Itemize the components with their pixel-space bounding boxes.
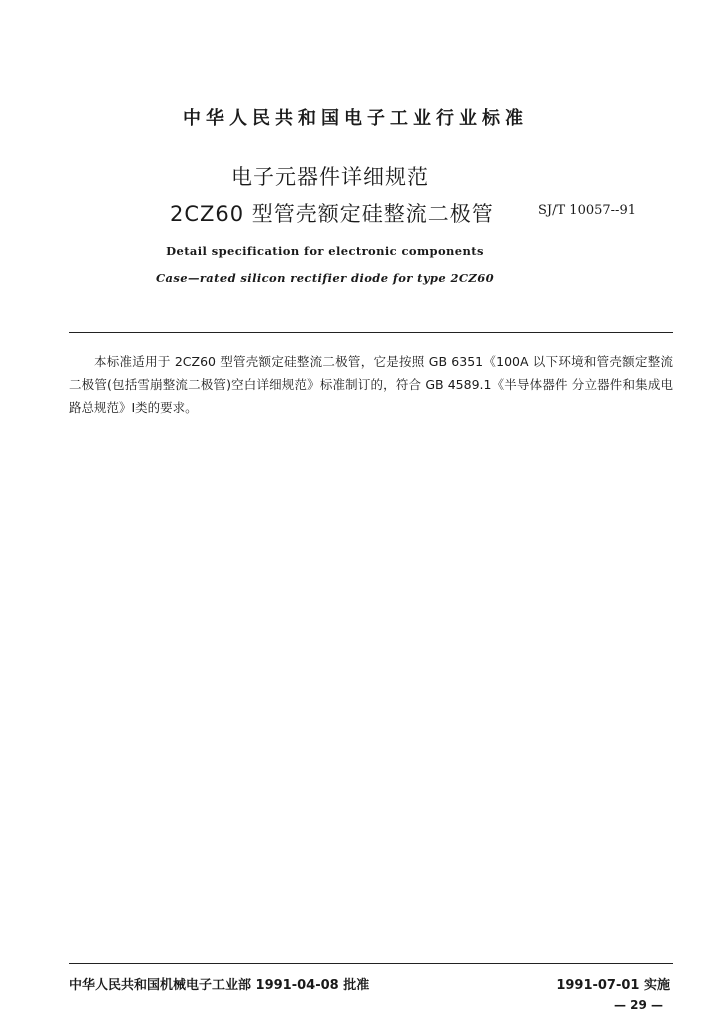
- standard-organization-header: 中华人民共和国电子工业行业标准: [183, 108, 528, 129]
- approval-statement: 中华人民共和国机械电子工业部 1991-04-08 批准: [69, 978, 370, 993]
- scope-paragraph: 本标准适用于 2CZ60 型管壳额定硅整流二极管，它是按照 GB 6351《100A 以下环境和管壳额定整流二极管(包括雪崩整流二极管)空白详细规范》标准制订的，符合 GB 4589.1《半导体器件 分立器件和集成电路总规范》Ⅰ类的要求。: [69, 354, 673, 415]
- title-english-line-1: Detail specification for electronic components: [166, 244, 484, 258]
- title-english-line-2: Case—rated silicon rectifier diode for type 2CZ60: [155, 271, 495, 285]
- title-chinese-line-1: 电子元器件详细规范: [231, 165, 429, 189]
- effective-date: 1991-07-01 实施: [556, 978, 670, 993]
- title-chinese-line-2: 2CZ60 型管壳额定硅整流二极管: [170, 202, 494, 226]
- bottom-divider: [69, 963, 673, 964]
- standard-code: SJ/T 10057--91: [538, 203, 636, 218]
- top-divider: [69, 332, 673, 333]
- page-number: — 29 —: [613, 998, 663, 1012]
